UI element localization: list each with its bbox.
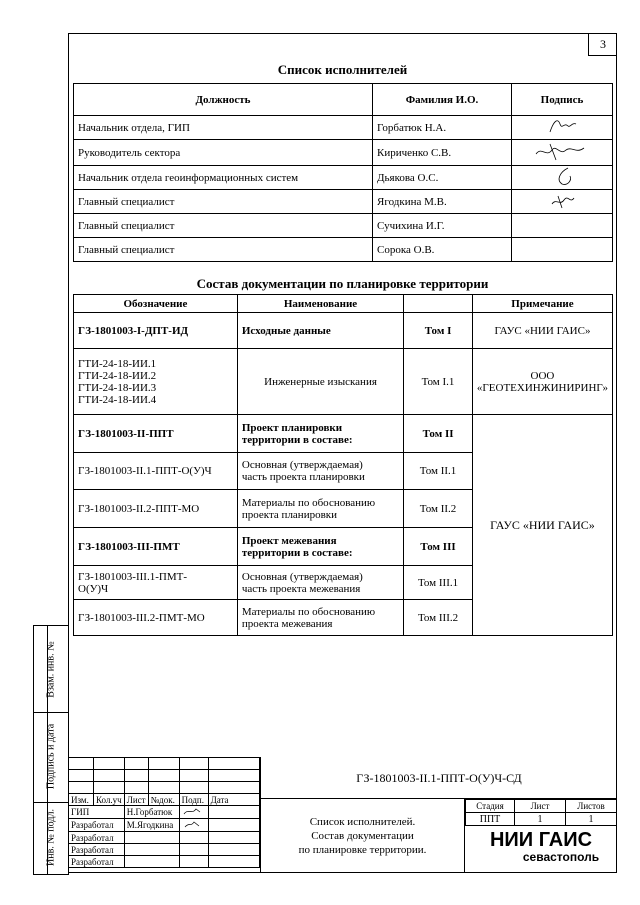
sheets-value: 1 xyxy=(566,813,617,826)
executors-table xyxy=(73,83,613,262)
role-cell: ГИП xyxy=(69,806,125,819)
col-name-header: Фамилия И.О. xyxy=(373,84,512,116)
name-cell: Кириченко С.В. xyxy=(373,140,512,166)
volume-cell: Том I xyxy=(404,313,473,349)
role-cell: Разработал xyxy=(69,832,125,844)
code-cell xyxy=(74,349,238,415)
title-cell xyxy=(237,453,403,490)
person-cell: М.Ягодкина xyxy=(124,819,179,832)
doc-title-line: Состав документации xyxy=(311,830,414,842)
code-line: ГТИ-24-18-ИИ.3 xyxy=(78,381,157,394)
note-cell xyxy=(472,349,612,415)
code-cell xyxy=(74,566,238,600)
code-line: О(У)Ч xyxy=(78,582,109,595)
name-cell: Дьякова О.С. xyxy=(373,166,512,190)
executors-title: Список исполнителей xyxy=(277,62,408,77)
code-line: ГТИ-24-18-ИИ.1 xyxy=(78,357,157,370)
role-cell: Разработал xyxy=(69,856,125,868)
col-position-header: Должность xyxy=(74,84,373,116)
title-cell xyxy=(237,600,403,636)
person-cell xyxy=(124,844,179,856)
margin-signature-label: Подпись и дата xyxy=(45,723,57,790)
volume-cell: Том III xyxy=(404,528,473,566)
handwritten-signature xyxy=(542,190,582,210)
code-cell: ГЗ-1801003-II.1-ППТ-О(У)Ч xyxy=(74,453,238,490)
volume-cell: Том III.1 xyxy=(404,566,473,600)
role-cell: Разработал xyxy=(69,819,125,832)
person-cell xyxy=(124,856,179,868)
table-row xyxy=(74,214,613,238)
logo-main-text: НИИ ГАИС xyxy=(489,829,593,851)
handwritten-signature xyxy=(542,166,582,186)
col-note-header: Примечание xyxy=(472,295,612,313)
sheet-value: 1 xyxy=(515,813,566,826)
table-row xyxy=(74,349,613,415)
col-sheet: Лист xyxy=(124,794,148,806)
sheets-header: Листов xyxy=(566,800,617,813)
title-line: Проект межевания xyxy=(241,534,337,547)
title-line: Проект планировки xyxy=(241,421,343,434)
page-number: 3 xyxy=(588,33,617,56)
col-volume-header xyxy=(404,295,473,313)
name-cell: Сучихина И.Г. xyxy=(373,214,512,238)
title-cell xyxy=(237,415,403,453)
code-cell: ГЗ-1801003-II-ППТ xyxy=(74,415,238,453)
col-code-header: Обозначение xyxy=(74,295,238,313)
note-cell: ГАУС «НИИ ГАИС» xyxy=(472,313,612,349)
title-line: Материалы по обоснованию xyxy=(241,496,376,509)
title-line: территории в составе: xyxy=(241,546,353,559)
stamp-document-title xyxy=(260,799,465,873)
col-count: Кол.уч xyxy=(94,794,125,806)
title-line: Основная (утверждаемая) xyxy=(241,570,363,583)
table-row xyxy=(69,844,260,856)
title-cell: Инженерные изыскания xyxy=(237,349,403,415)
col-signature-header: Подпись xyxy=(512,84,613,116)
code-cell: ГЗ-1801003-III-ПМТ xyxy=(74,528,238,566)
position-cell: Руководитель сектора xyxy=(74,140,373,166)
stage-table xyxy=(465,799,617,826)
position-cell: Главный специалист xyxy=(74,238,373,262)
title-cell xyxy=(237,566,403,600)
doc-title-line: Список исполнителей. xyxy=(309,816,416,828)
position-cell: Главный специалист xyxy=(74,190,373,214)
sign-cell xyxy=(179,819,208,832)
position-cell: Начальник отдела геоинформационных систем xyxy=(74,166,373,190)
doc-title-line: по планировке территории. xyxy=(298,844,427,856)
name-cell: Ягодкина М.В. xyxy=(373,190,512,214)
margin-vzam-label: Взам. инв. № xyxy=(45,641,57,698)
col-change: Изм. xyxy=(69,794,94,806)
handwritten-signature xyxy=(182,806,202,816)
handwritten-signature xyxy=(542,116,582,136)
code-cell: ГЗ-1801003-II.2-ППТ-МО xyxy=(74,490,238,528)
position-cell: Начальник отдела, ГИП xyxy=(74,116,373,140)
volume-cell: Том III.2 xyxy=(404,600,473,636)
signature-cell xyxy=(512,116,613,140)
document-code: ГЗ-1801003-II.1-ППТ-О(У)Ч-СД xyxy=(260,757,617,799)
logo-sub-text: севастополь xyxy=(522,850,600,864)
title-cell xyxy=(237,490,403,528)
table-row xyxy=(74,190,613,214)
title-line: проекта межевания xyxy=(241,617,333,630)
col-sign: Подп. xyxy=(179,794,208,806)
table-row xyxy=(74,238,613,262)
table-row xyxy=(69,832,260,844)
title-line: Основная (утверждаемая) xyxy=(241,459,363,471)
table-row xyxy=(74,140,613,166)
title-line: территории в составе: xyxy=(241,433,353,446)
merged-note-cell: ГАУС «НИИ ГАИС» xyxy=(472,415,612,636)
col-docno: №док. xyxy=(148,794,179,806)
table-row xyxy=(69,856,260,868)
title-line: часть проекта межевания xyxy=(241,582,361,595)
handwritten-signature xyxy=(532,140,592,162)
margin-strip xyxy=(33,625,69,875)
company-logo xyxy=(467,830,615,872)
sign-cell xyxy=(179,806,208,819)
title-line: Материалы по обоснованию xyxy=(241,605,376,618)
person-cell xyxy=(124,832,179,844)
role-cell: Разработал xyxy=(69,844,125,856)
note-line: ООО xyxy=(530,369,555,382)
person-cell: Н.Горбатюк xyxy=(124,806,179,819)
position-cell: Главный специалист xyxy=(74,214,373,238)
title-cell xyxy=(237,528,403,566)
note-line: «ГЕОТЕХИНЖИНИРИНГ» xyxy=(476,381,608,394)
revision-table xyxy=(68,757,260,868)
title-line: проекта планировки xyxy=(241,508,338,521)
name-cell: Сорока О.В. xyxy=(373,238,512,262)
signature-cell xyxy=(512,140,613,166)
volume-cell: Том II.1 xyxy=(404,453,473,490)
code-cell: ГЗ-1801003-III.2-ПМТ-МО xyxy=(74,600,238,636)
volume-cell: Том II xyxy=(404,415,473,453)
stage-header: Стадия xyxy=(466,800,515,813)
volume-cell: Том I.1 xyxy=(404,349,473,415)
signature-cell xyxy=(512,238,613,262)
margin-inventory-label: Инв. № подл. xyxy=(45,809,57,866)
volume-cell: Том II.2 xyxy=(404,490,473,528)
sheet-header: Лист xyxy=(515,800,566,813)
table-row xyxy=(74,116,613,140)
col-date: Дата xyxy=(208,794,259,806)
stage-value: ППТ xyxy=(466,813,515,826)
table-row xyxy=(69,806,260,819)
table-row xyxy=(74,166,613,190)
docs-title: Состав документации по планировке территории xyxy=(196,276,489,291)
signature-cell xyxy=(512,166,613,190)
title-cell: Исходные данные xyxy=(237,313,403,349)
table-row xyxy=(74,415,613,453)
code-line: ГТИ-24-18-ИИ.2 xyxy=(78,369,157,382)
signature-cell xyxy=(512,190,613,214)
code-cell: ГЗ-1801003-I-ДПТ-ИД xyxy=(74,313,238,349)
code-line: ГЗ-1801003-III.1-ПМТ- xyxy=(78,570,187,583)
name-cell: Горбатюк Н.А. xyxy=(373,116,512,140)
col-title-header: Наименование xyxy=(237,295,403,313)
handwritten-signature xyxy=(182,819,202,829)
table-row xyxy=(69,819,260,832)
table-row xyxy=(74,313,613,349)
signature-cell xyxy=(512,214,613,238)
docs-table xyxy=(73,294,613,636)
code-line: ГТИ-24-18-ИИ.4 xyxy=(78,393,157,406)
title-line: часть проекта планировки xyxy=(241,471,365,483)
